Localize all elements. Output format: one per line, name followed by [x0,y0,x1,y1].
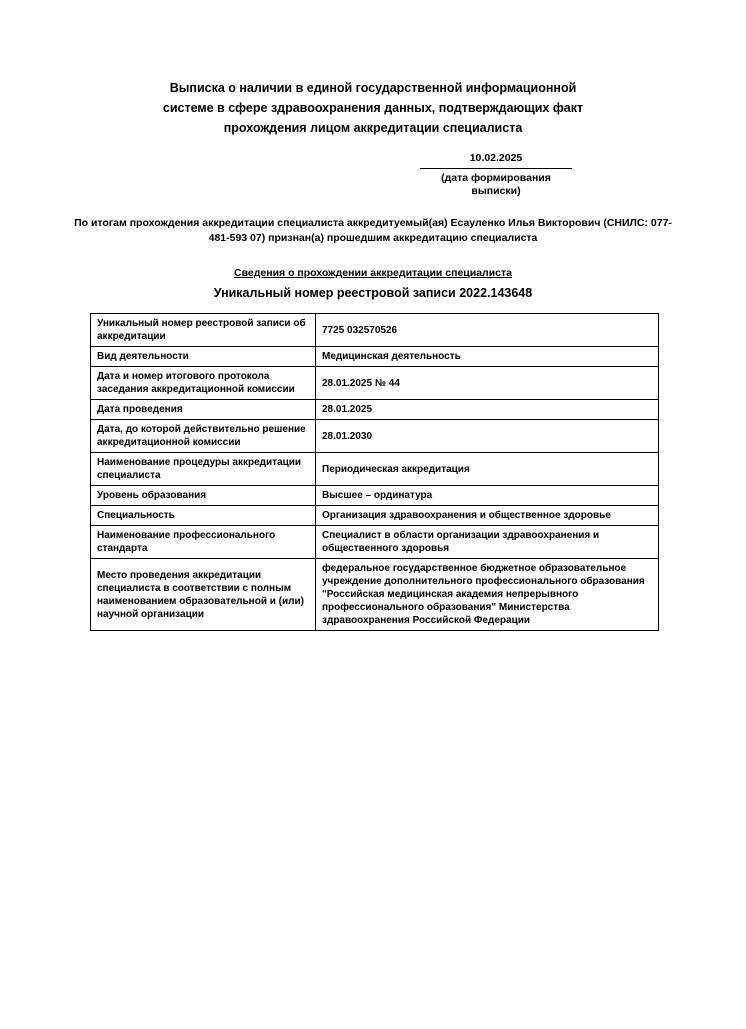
row-value: 28.01.2025 [316,400,659,420]
row-value: федеральное государственное бюджетное образовательное учреждение дополнительного профессионального образования "Российская медицинская академия непрерывного профессионального образования" Министерства здравоохранения Российской Федерации [316,559,659,631]
formation-date-value: 10.02.2025 [420,152,572,169]
row-label: Вид деятельности [91,347,316,367]
registry-number-heading: Уникальный номер реестровой записи 2022.143648 [213,286,533,300]
row-label: Дата проведения [91,400,316,420]
table-row [91,486,659,506]
table-row [91,314,659,347]
table-row [91,453,659,486]
document-title: Выписка о наличии в единой государственной информационной системе в сфере здравоохранения данных, подтверждающих факт прохождения лицом аккредитации специалиста [162,81,584,135]
row-label: Уникальный номер реестровой записи об аккредитации [91,314,316,347]
row-value: 28.01.2030 [316,420,659,453]
row-value: Организация здравоохранения и общественное здоровье [316,506,659,526]
table-row [91,367,659,400]
row-label: Дата, до которой действительно решение аккредитационной комиссии [91,420,316,453]
table-row [91,506,659,526]
table-row [91,526,659,559]
row-value: Медицинская деятельность [316,347,659,367]
row-label: Наименование процедуры аккредитации специалиста [91,453,316,486]
table-row [91,559,659,631]
table-row [91,347,659,367]
row-label: Дата и номер итогового протокола заседания аккредитационной комиссии [91,367,316,400]
formation-date-caption: (дата формирования выписки) [441,172,551,197]
summary-paragraph: По итогам прохождения аккредитации специалиста аккредитуемый(ая) Есауленко Илья Викторович (СНИЛС: 077-481-593 07) признан(а) прошедшим аккредитацию специалиста [74,217,672,244]
row-label: Уровень образования [91,486,316,506]
row-label: Место проведения аккредитации специалиста в соответствии с полным наименованием образовательной и (или) научной организации [91,559,316,631]
row-value: Периодическая аккредитация [316,453,659,486]
row-value: Высшее – ординатура [316,486,659,506]
row-label: Специальность [91,506,316,526]
formation-date-block [420,152,572,198]
row-value: 7725 032570526 [316,314,659,347]
accreditation-details-table [90,313,659,631]
row-value: Специалист в области организации здравоохранения и общественного здоровья [316,526,659,559]
row-value: 28.01.2025 № 44 [316,367,659,400]
table-row [91,400,659,420]
row-label: Наименование профессионального стандарта [91,526,316,559]
section-heading: Сведения о прохождении аккредитации специалиста [234,267,512,279]
table-row [91,420,659,453]
